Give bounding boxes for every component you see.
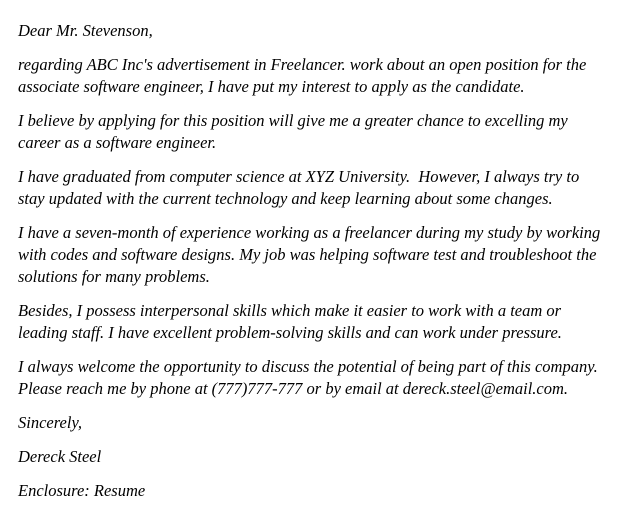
enclosure-note: Enclosure: Resume xyxy=(18,481,146,500)
paragraph-motivation: I believe by applying for this position will give me a greater chance to excelling my career as a software engineer. xyxy=(18,111,572,152)
paragraph-education: I have graduated from computer science at XYZ University. However, I always try to stay updated with the current technology and keep learning about some changes. xyxy=(18,167,584,208)
paragraph-intro: regarding ABC Inc's advertisement in Freelancer. work about an open position for the associate software engineer, I have put my interest to apply as the candidate. xyxy=(18,55,591,96)
paragraph-skills: Besides, I possess interpersonal skills which make it easier to work with a team or leading staff. I have excellent problem-solving skills and can work under pressure. xyxy=(18,301,566,342)
paragraph-experience: I have a seven-month of experience working as a freelancer during my study by working with codes and software designs. My job was helping software test and troubleshoot the solutions for many problems. xyxy=(18,223,605,286)
salutation: Dear Mr. Stevenson, xyxy=(18,21,153,40)
closing: Sincerely, xyxy=(18,413,82,432)
paragraph-contact: I always welcome the opportunity to discuss the potential of being part of this company. Please reach me by phone at (777)777-777 or by email at dereck.steel@email.com. xyxy=(18,357,602,398)
signature-name: Dereck Steel xyxy=(18,447,102,466)
